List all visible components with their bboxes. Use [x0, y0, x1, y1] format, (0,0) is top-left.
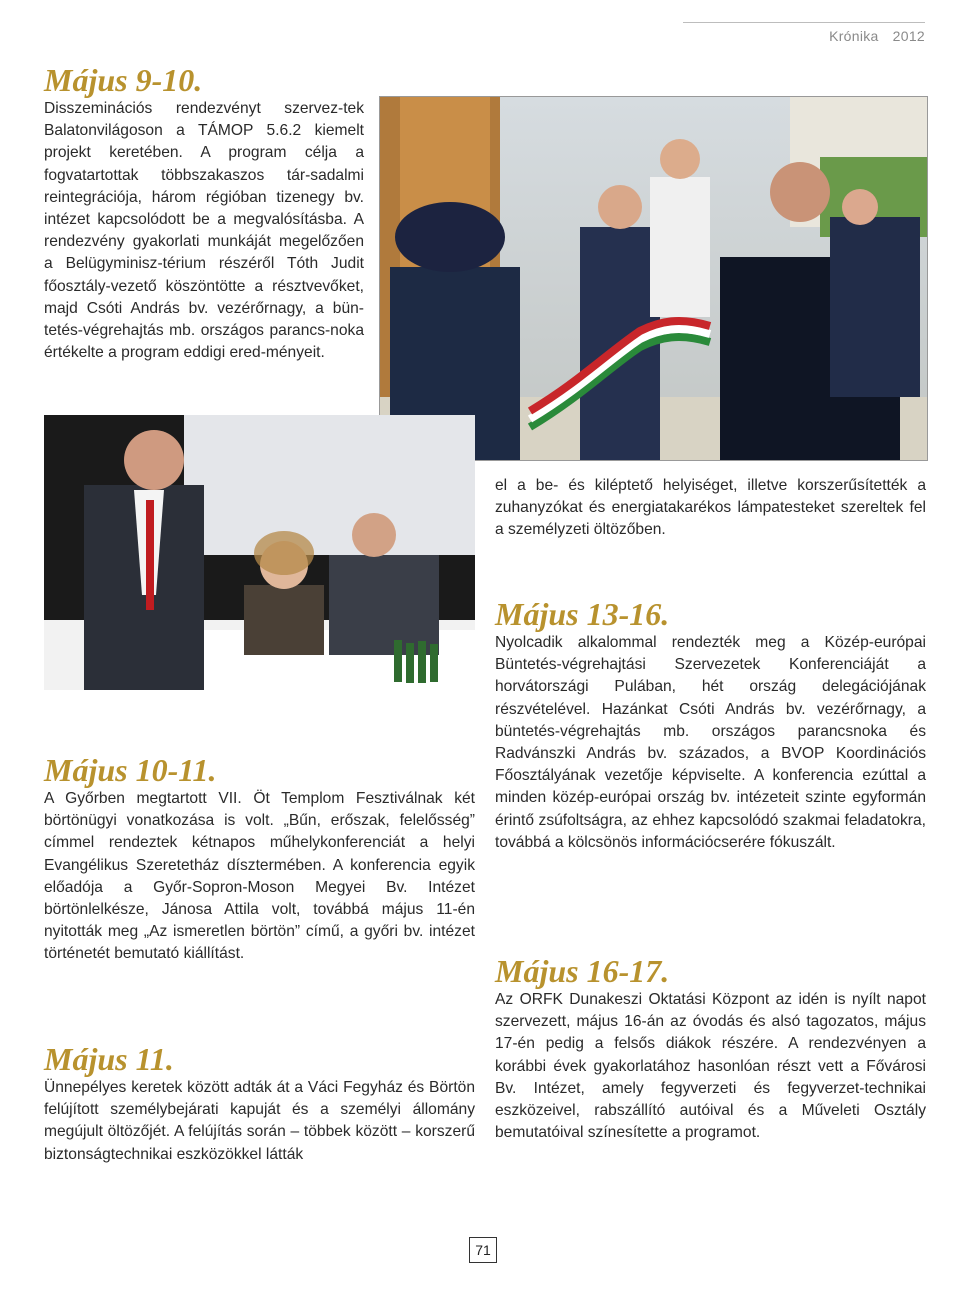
ribbon-cutting-photo: [379, 96, 928, 461]
section-text: A Győrben megtartott VII. Öt Templom Fesztiválnak két börtönügyi vonatkozása is volt. „Bűn, erőszak, felelősség” címmel rendeztek kétnapos műhelykonferenciát a helyi Evangélikus Szeretetház dísztermében. A konferencia egyik előadója a Győr-Sopron-Moson Megyei Bv. Intézet börtönlelkésze, Jánosa Attila volt, továbbá május 11-én nyitották meg „Az ismeretlen börtön” című, a győri bv. intézet történetét bemutató kiállítást.: [44, 790, 475, 963]
section-title: Május 9-10.: [44, 62, 203, 98]
section-text: Az ORFK Dunakeszi Oktatási Központ az idén is nyílt napot szervezett, május 16-án az óvodás és alsó tagozatos, május 17-én pedig a felsős diákok részére. A rendezvényen a korábbi évek gyakorlatához hasonlóan részt vett a Fővárosi Bv. Intézet, amely fegyverzeti és fegyverzet-technikai eszközeivel, rabszállító autóival és a Műveleti Osztály bemutatóival színesítette a programot.: [495, 991, 926, 1142]
section-title: Május 16-17.: [495, 953, 670, 989]
section-may-10-11: [44, 752, 475, 966]
section-text: el a be- és kiléptető helyiséget, illetve korszerűsítették a zuhanyzókat és energiatakarékos lámpatesteket szereltek fel a személyzeti öltözőben.: [495, 477, 926, 539]
section-may-9-10: [44, 62, 364, 364]
header-rule: [683, 22, 925, 23]
section-title: Május 11.: [44, 1041, 174, 1077]
conference-photo: [44, 415, 475, 690]
section-text: Ünnepélyes keretek között adták át a Váci Fegyház és Börtön felújított személybejárati kapuját és a személyi állomány megújult öltözőjét. A felújítás során – többek között – korszerű biztonságtechnikai eszközökkel látták: [44, 1079, 475, 1163]
section-text: Nyolcadik alkalommal rendezték meg a Közép-európai Büntetés-végrehajtási Szervezetek Konferenciáját a horvátországi Pulában, hét ország delegációjának részvételével. Hazánkat Csóti András bv. vezérőrnagy, a büntetés-végrehajtás mb. országos parancsnoka és Radvánszki András bv. százados, a BVOP Koordinációs Főosztályának vezetője képviselte. A konferencia ezúttal a minden közép-európai ország bv. intézeteit szinte egyformán érintő zsúfoltságra, az ehhez kapcsolódó szakmai feladatokra, továbbá a kölcsönös információcserére fókuszált.: [495, 634, 926, 851]
section-title: Május 10-11.: [44, 752, 217, 788]
section-title: Május 13-16.: [495, 596, 670, 632]
section-may-16-17: [495, 953, 926, 1144]
header-year: 2012: [892, 28, 925, 44]
header-section: Krónika: [829, 28, 879, 44]
section-may-11-continued: [495, 475, 926, 542]
page-number: 71: [469, 1237, 497, 1263]
section-may-13-16: [495, 596, 926, 854]
section-text: Disszeminációs rendezvényt szervez-tek Balatonvilágoson a TÁMOP 5.6.2 kiemelt projekt keretében. A program célja a fogvatartottak többszakaszos tár-sadalmi reintegrációja, három régióban tizenegy bv. intézet kapcsolódott be a megvalósításba. A rendezvény gyakorlati munkáját megelőzően a Belügyminisz-térium részéről Tóth Judit főosztály-vezető köszöntötte a résztvevőket, majd Csóti András bv. vezérőrnagy, a bün-tetés-végrehajtás mb. országos parancs-noka értékelte a program eddigi ered-ményeit.: [44, 100, 364, 362]
section-may-11: [44, 1041, 475, 1166]
running-header: [829, 28, 925, 44]
